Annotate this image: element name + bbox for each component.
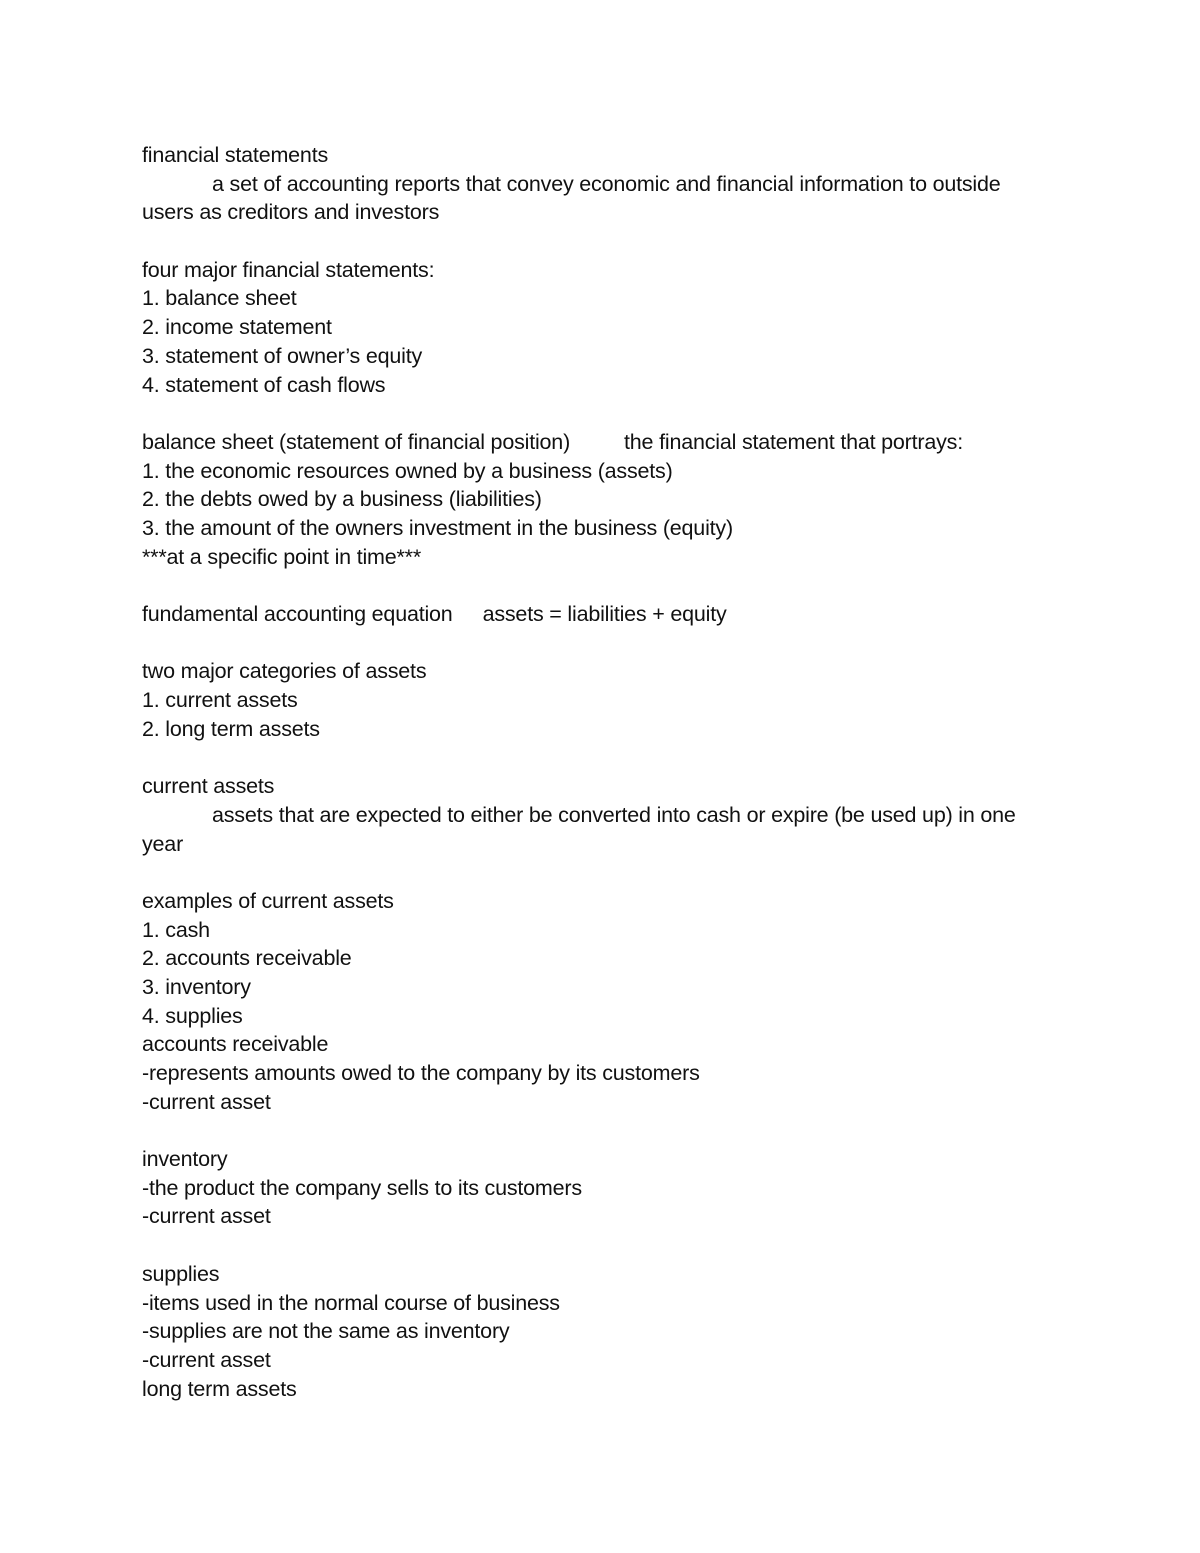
- note-point-in-time: ***at a specific point in time***: [142, 544, 422, 569]
- list-item: 2. the debts owed by a business (liabilities): [142, 487, 542, 512]
- balance-sheet-row: [142, 428, 1072, 457]
- term-financial-statements: financial statements: [142, 143, 329, 167]
- spacer: [142, 399, 1072, 428]
- list-item: 3. the amount of the owners investment in the business (equity): [142, 515, 733, 540]
- spacer: [142, 1231, 1072, 1260]
- term-long-term-assets: long term assets: [142, 1376, 297, 1401]
- definition-accounting-equation: assets = liabilities + equity: [482, 602, 727, 626]
- definition-balance-sheet: the financial statement that portrays:: [624, 429, 964, 454]
- list-item: -represents amounts owed to the company by its customers: [142, 1061, 700, 1085]
- spacer: [142, 227, 1072, 256]
- list-item: 3. statement of owner’s equity: [142, 343, 423, 368]
- list-item: -current asset: [142, 1347, 271, 1372]
- list-item: 1. the economic resources owned by a business (assets): [142, 458, 673, 483]
- list-item: 4. statement of cash flows: [142, 372, 386, 397]
- heading-examples-current-assets: examples of current assets: [142, 888, 394, 913]
- heading-four-statements: four major financial statements:: [142, 257, 435, 282]
- list-item: 4. supplies: [142, 1003, 243, 1028]
- heading-asset-categories: two major categories of assets: [142, 659, 427, 684]
- list-item: 3. inventory: [142, 974, 251, 999]
- term-accounts-receivable: accounts receivable: [142, 1032, 329, 1057]
- list-item: 2. accounts receivable: [142, 946, 352, 971]
- spacer: [142, 571, 1072, 600]
- definition-current-assets-line1: assets that are expected to either be converted into cash or expire (be used up) in one: [212, 802, 1016, 827]
- equation-row: [142, 600, 1072, 629]
- definition-current-assets-line2: year: [142, 831, 184, 856]
- list-item: -current asset: [142, 1204, 271, 1229]
- term-accounting-equation: fundamental accounting equation: [142, 602, 453, 626]
- term-supplies: supplies: [142, 1261, 220, 1286]
- list-item: -items used in the normal course of business: [142, 1290, 560, 1315]
- list-item: 1. cash: [142, 917, 210, 942]
- list-item: -supplies are not the same as inventory: [142, 1319, 510, 1344]
- list-item: 1. balance sheet: [142, 286, 297, 311]
- list-item: 2. long term assets: [142, 716, 320, 741]
- term-inventory: inventory: [142, 1147, 228, 1172]
- spacer: [142, 743, 1072, 772]
- term-balance-sheet: balance sheet (statement of financial position): [142, 429, 571, 454]
- definition-financial-statements-line2: users as creditors and investors: [142, 200, 440, 225]
- list-item: 1. current assets: [142, 688, 298, 713]
- spacer: [142, 1116, 1072, 1145]
- list-item: -the product the company sells to its customers: [142, 1175, 582, 1200]
- list-item: 2. income statement: [142, 315, 332, 340]
- document-page: [142, 141, 1072, 1403]
- list-item: -current asset: [142, 1089, 271, 1114]
- spacer: [142, 629, 1072, 658]
- spacer: [142, 858, 1072, 887]
- definition-financial-statements-line1: a set of accounting reports that convey economic and financial information to outside: [212, 171, 1001, 196]
- term-current-assets: current assets: [142, 774, 275, 799]
